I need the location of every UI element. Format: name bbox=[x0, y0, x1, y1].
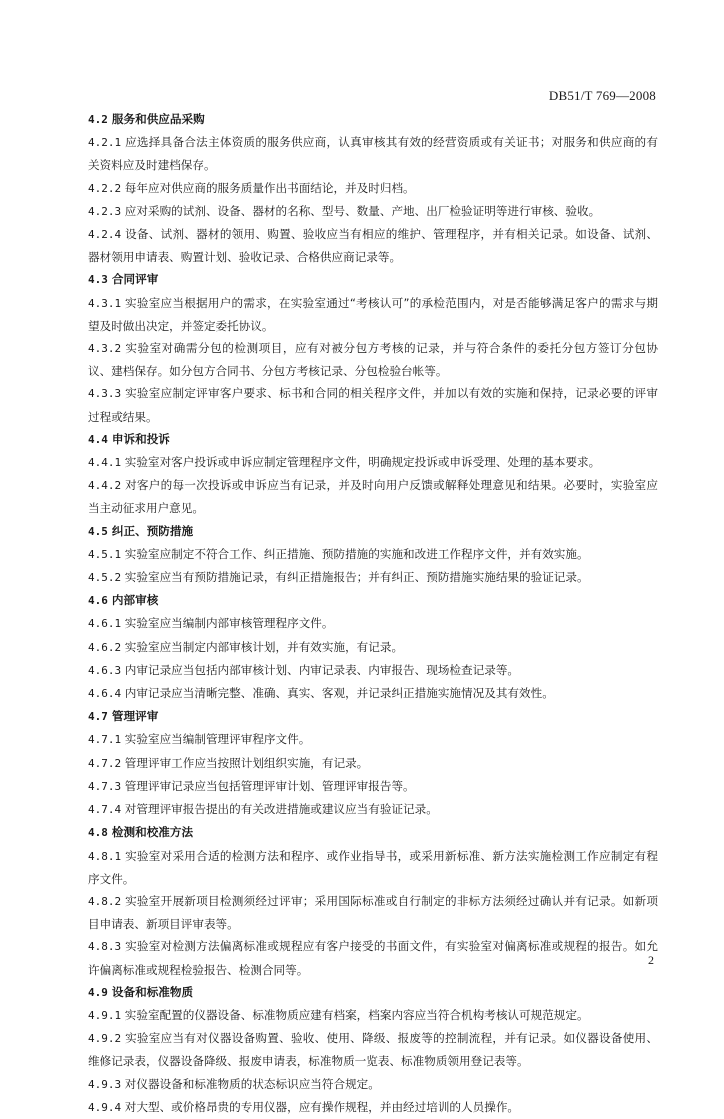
clause-text: 实验室应当编制管理评审程序文件。 bbox=[121, 732, 311, 747]
clause-number: 4.7 bbox=[88, 710, 108, 724]
clause-text: 实验室应当有对仪器设备购置、验收、使用、降级、报废等的控制流程，并有记录。如仪器设备使用、维修记录表，仪器设备降级、报废申请表，标准物质一览表、标准物质领用登记表等。 bbox=[88, 1031, 658, 1069]
clause-paragraph bbox=[88, 659, 658, 682]
clause-text: 实验室对客户投诉或申诉应制定管理程序文件，明确规定投诉或申诉受理、处理的基本要求。 bbox=[121, 455, 601, 470]
clause-number: 4.4 bbox=[88, 432, 108, 446]
clause-number: 4.3.2 bbox=[88, 342, 122, 356]
clause-number: 4.6 bbox=[88, 594, 108, 608]
clause-number: 4.4.1 bbox=[88, 456, 122, 470]
clause-paragraph bbox=[88, 682, 658, 705]
clause-paragraph bbox=[88, 845, 658, 890]
clause-paragraph bbox=[88, 200, 658, 223]
clause-number: 4.6.4 bbox=[88, 687, 122, 701]
clause-paragraph bbox=[88, 636, 658, 659]
clause-text: 对大型、或价格昂贵的专用仪器，应有操作规程，并由经过培训的人员操作。 bbox=[121, 1099, 520, 1114]
clause-number: 4.9.3 bbox=[88, 1077, 122, 1091]
section-heading bbox=[88, 589, 658, 612]
clause-text: 对仪器设备和标准物质的状态标识应当符合规定。 bbox=[121, 1076, 380, 1091]
clause-text: 实验室应制定评审客户要求、标书和合同的相关程序文件，并加以有效的实施和保持，记录必要的评审过程或结果。 bbox=[88, 386, 658, 424]
document-body bbox=[88, 108, 658, 1119]
heading-text: 申诉和投诉 bbox=[107, 431, 170, 446]
clause-number: 4.2.1 bbox=[88, 136, 122, 150]
clause-paragraph bbox=[88, 566, 658, 589]
page-number: 2 bbox=[648, 953, 654, 967]
clause-text: 实验室应当根据用户的需求，在实验室通过“考核认可”的承检范围内，对是否能够满足客户的需求与期望及时做出决定，并签定委托协议。 bbox=[88, 295, 658, 333]
clause-text: 内审记录应当清晰完整、准确、真实、客观，并记录纠正措施实施情况及其有效性。 bbox=[121, 686, 554, 701]
clause-paragraph bbox=[88, 935, 658, 980]
clause-number: 4.2.4 bbox=[88, 228, 122, 242]
clause-paragraph bbox=[88, 1073, 658, 1096]
clause-paragraph bbox=[88, 752, 658, 775]
clause-text: 实验室应当编制内部审核管理程序文件。 bbox=[121, 616, 334, 631]
clause-number: 4.3.3 bbox=[88, 387, 122, 401]
clause-paragraph bbox=[88, 177, 658, 200]
section-heading bbox=[88, 981, 658, 1004]
clause-paragraph bbox=[88, 775, 658, 798]
section-heading bbox=[88, 108, 658, 131]
clause-number: 4.3 bbox=[88, 273, 108, 287]
section-heading bbox=[88, 821, 658, 844]
heading-text: 检测和校准方法 bbox=[107, 825, 194, 840]
clause-number: 4.2.2 bbox=[88, 181, 122, 195]
clause-paragraph bbox=[88, 451, 658, 474]
heading-text: 内部审核 bbox=[107, 593, 159, 608]
clause-paragraph bbox=[88, 890, 658, 935]
clause-paragraph bbox=[88, 223, 658, 268]
clause-text: 实验室对检测方法偏离标准或规程应有客户接受的书面文件，有实验室对偏离标准或规程的报告。如允许偏离标准或规程检验报告、检测合同等。 bbox=[88, 939, 658, 977]
clause-number: 4.5.1 bbox=[88, 547, 122, 561]
section-heading bbox=[88, 705, 658, 728]
clause-number: 4.6.2 bbox=[88, 640, 122, 654]
standard-code: DB51/T 769—2008 bbox=[548, 88, 656, 103]
clause-number: 4.8.2 bbox=[88, 894, 122, 908]
clause-number: 4.6.1 bbox=[88, 617, 122, 631]
heading-text: 合同评审 bbox=[107, 272, 159, 287]
clause-text: 内审记录应当包括内部审核计划、内审记录表、内审报告、现场检查记录等。 bbox=[121, 662, 520, 677]
clause-number: 4.2 bbox=[88, 113, 108, 126]
heading-text: 设备和标准物质 bbox=[107, 984, 194, 999]
clause-text: 实验室对采用合适的检测方法和程序、或作业指导书，或采用新标准、新方法实施检测工作应制定有程序文件。 bbox=[88, 848, 658, 886]
clause-number: 4.9.4 bbox=[88, 1100, 122, 1114]
clause-paragraph bbox=[88, 1096, 658, 1119]
clause-text: 实验室应当制定内部审核计划，并有效实施，有记录。 bbox=[121, 639, 404, 654]
clause-text: 对客户的每一次投诉或申诉应当有记录，并及时向用户反馈或解释处理意见和结果。必要时，实验室应当主动征求用户意见。 bbox=[88, 478, 658, 516]
clause-number: 4.8 bbox=[88, 826, 108, 840]
clause-number: 4.8.3 bbox=[88, 940, 122, 954]
clause-paragraph bbox=[88, 798, 658, 821]
clause-paragraph bbox=[88, 612, 658, 635]
clause-paragraph bbox=[88, 728, 658, 751]
clause-text: 实验室对确需分包的检测项目，应有对被分包方考核的记录，并与符合条件的委托分包方签订分包协议、建档保存。如分包方合同书、分包方考核记录、分包检验台帐等。 bbox=[88, 341, 658, 379]
clause-number: 4.7.3 bbox=[88, 779, 122, 793]
clause-number: 4.2.3 bbox=[88, 204, 122, 218]
clause-paragraph bbox=[88, 543, 658, 566]
clause-number: 4.7.1 bbox=[88, 733, 122, 747]
clause-text: 对管理评审报告提出的有关改进措施或建议应当有验证记录。 bbox=[121, 802, 438, 817]
clause-text: 实验室配置的仪器设备、标准物质应建有档案，档案内容应当符合机构考核认可规范规定。 bbox=[121, 1007, 589, 1022]
clause-paragraph bbox=[88, 1027, 658, 1072]
clause-number: 4.9.2 bbox=[88, 1032, 122, 1046]
heading-text: 纠正、预防措施 bbox=[107, 523, 194, 538]
heading-text: 服务和供应品采购 bbox=[107, 112, 205, 126]
clause-number: 4.9 bbox=[88, 985, 108, 999]
clause-text: 实验室应当有预防措施记录，有纠正措施报告；并有纠正、预防措施实施结果的验证记录。 bbox=[121, 570, 589, 585]
clause-number: 4.3.1 bbox=[88, 296, 122, 310]
clause-text: 应对采购的试剂、设备、器材的名称、型号、数量、产地、出厂检验证明等进行审核、验收。 bbox=[121, 203, 601, 218]
clause-paragraph bbox=[88, 337, 658, 382]
clause-paragraph bbox=[88, 292, 658, 337]
clause-number: 4.7.4 bbox=[88, 803, 122, 817]
clause-paragraph bbox=[88, 382, 658, 427]
clause-number: 4.8.1 bbox=[88, 849, 122, 863]
section-heading bbox=[88, 428, 658, 451]
clause-number: 4.9.1 bbox=[88, 1008, 122, 1022]
clause-number: 4.6.3 bbox=[88, 663, 122, 677]
clause-text: 设备、试剂、器材的领用、购置、验收应当有相应的维护、管理程序，并有相关记录。如设备、试剂、器材领用申请表、购置计划、验收记录、合格供应商记录等。 bbox=[88, 227, 658, 265]
clause-text: 每年应对供应商的服务质量作出书面结论，并及时归档。 bbox=[121, 180, 415, 195]
clause-text: 管理评审记录应当包括管理评审计划、管理评审报告等。 bbox=[121, 778, 415, 793]
clause-paragraph bbox=[88, 474, 658, 519]
clause-text: 应选择具备合法主体资质的服务供应商，认真审核其有效的经营资质或有关证书；对服务和供应商的有关资料应及时建档保存。 bbox=[88, 135, 658, 173]
heading-text: 管理评审 bbox=[107, 709, 159, 724]
clause-text: 实验室开展新项目检测须经过评审；采用国际标准或自行制定的非标方法须经过确认并有记录。如新项目申请表、新项目评审表等。 bbox=[88, 893, 658, 932]
clause-number: 4.5.2 bbox=[88, 571, 122, 585]
clause-paragraph bbox=[88, 131, 658, 176]
clause-number: 4.4.2 bbox=[88, 479, 122, 493]
clause-number: 4.5 bbox=[88, 524, 108, 538]
clause-text: 实验室应制定不符合工作、纠正措施、预防措施的实施和改进工作程序文件，并有效实施。 bbox=[121, 546, 589, 561]
section-heading bbox=[88, 520, 658, 543]
clause-number: 4.7.2 bbox=[88, 756, 122, 770]
clause-text: 管理评审工作应当按照计划组织实施，有记录。 bbox=[121, 755, 369, 770]
section-heading bbox=[88, 268, 658, 291]
